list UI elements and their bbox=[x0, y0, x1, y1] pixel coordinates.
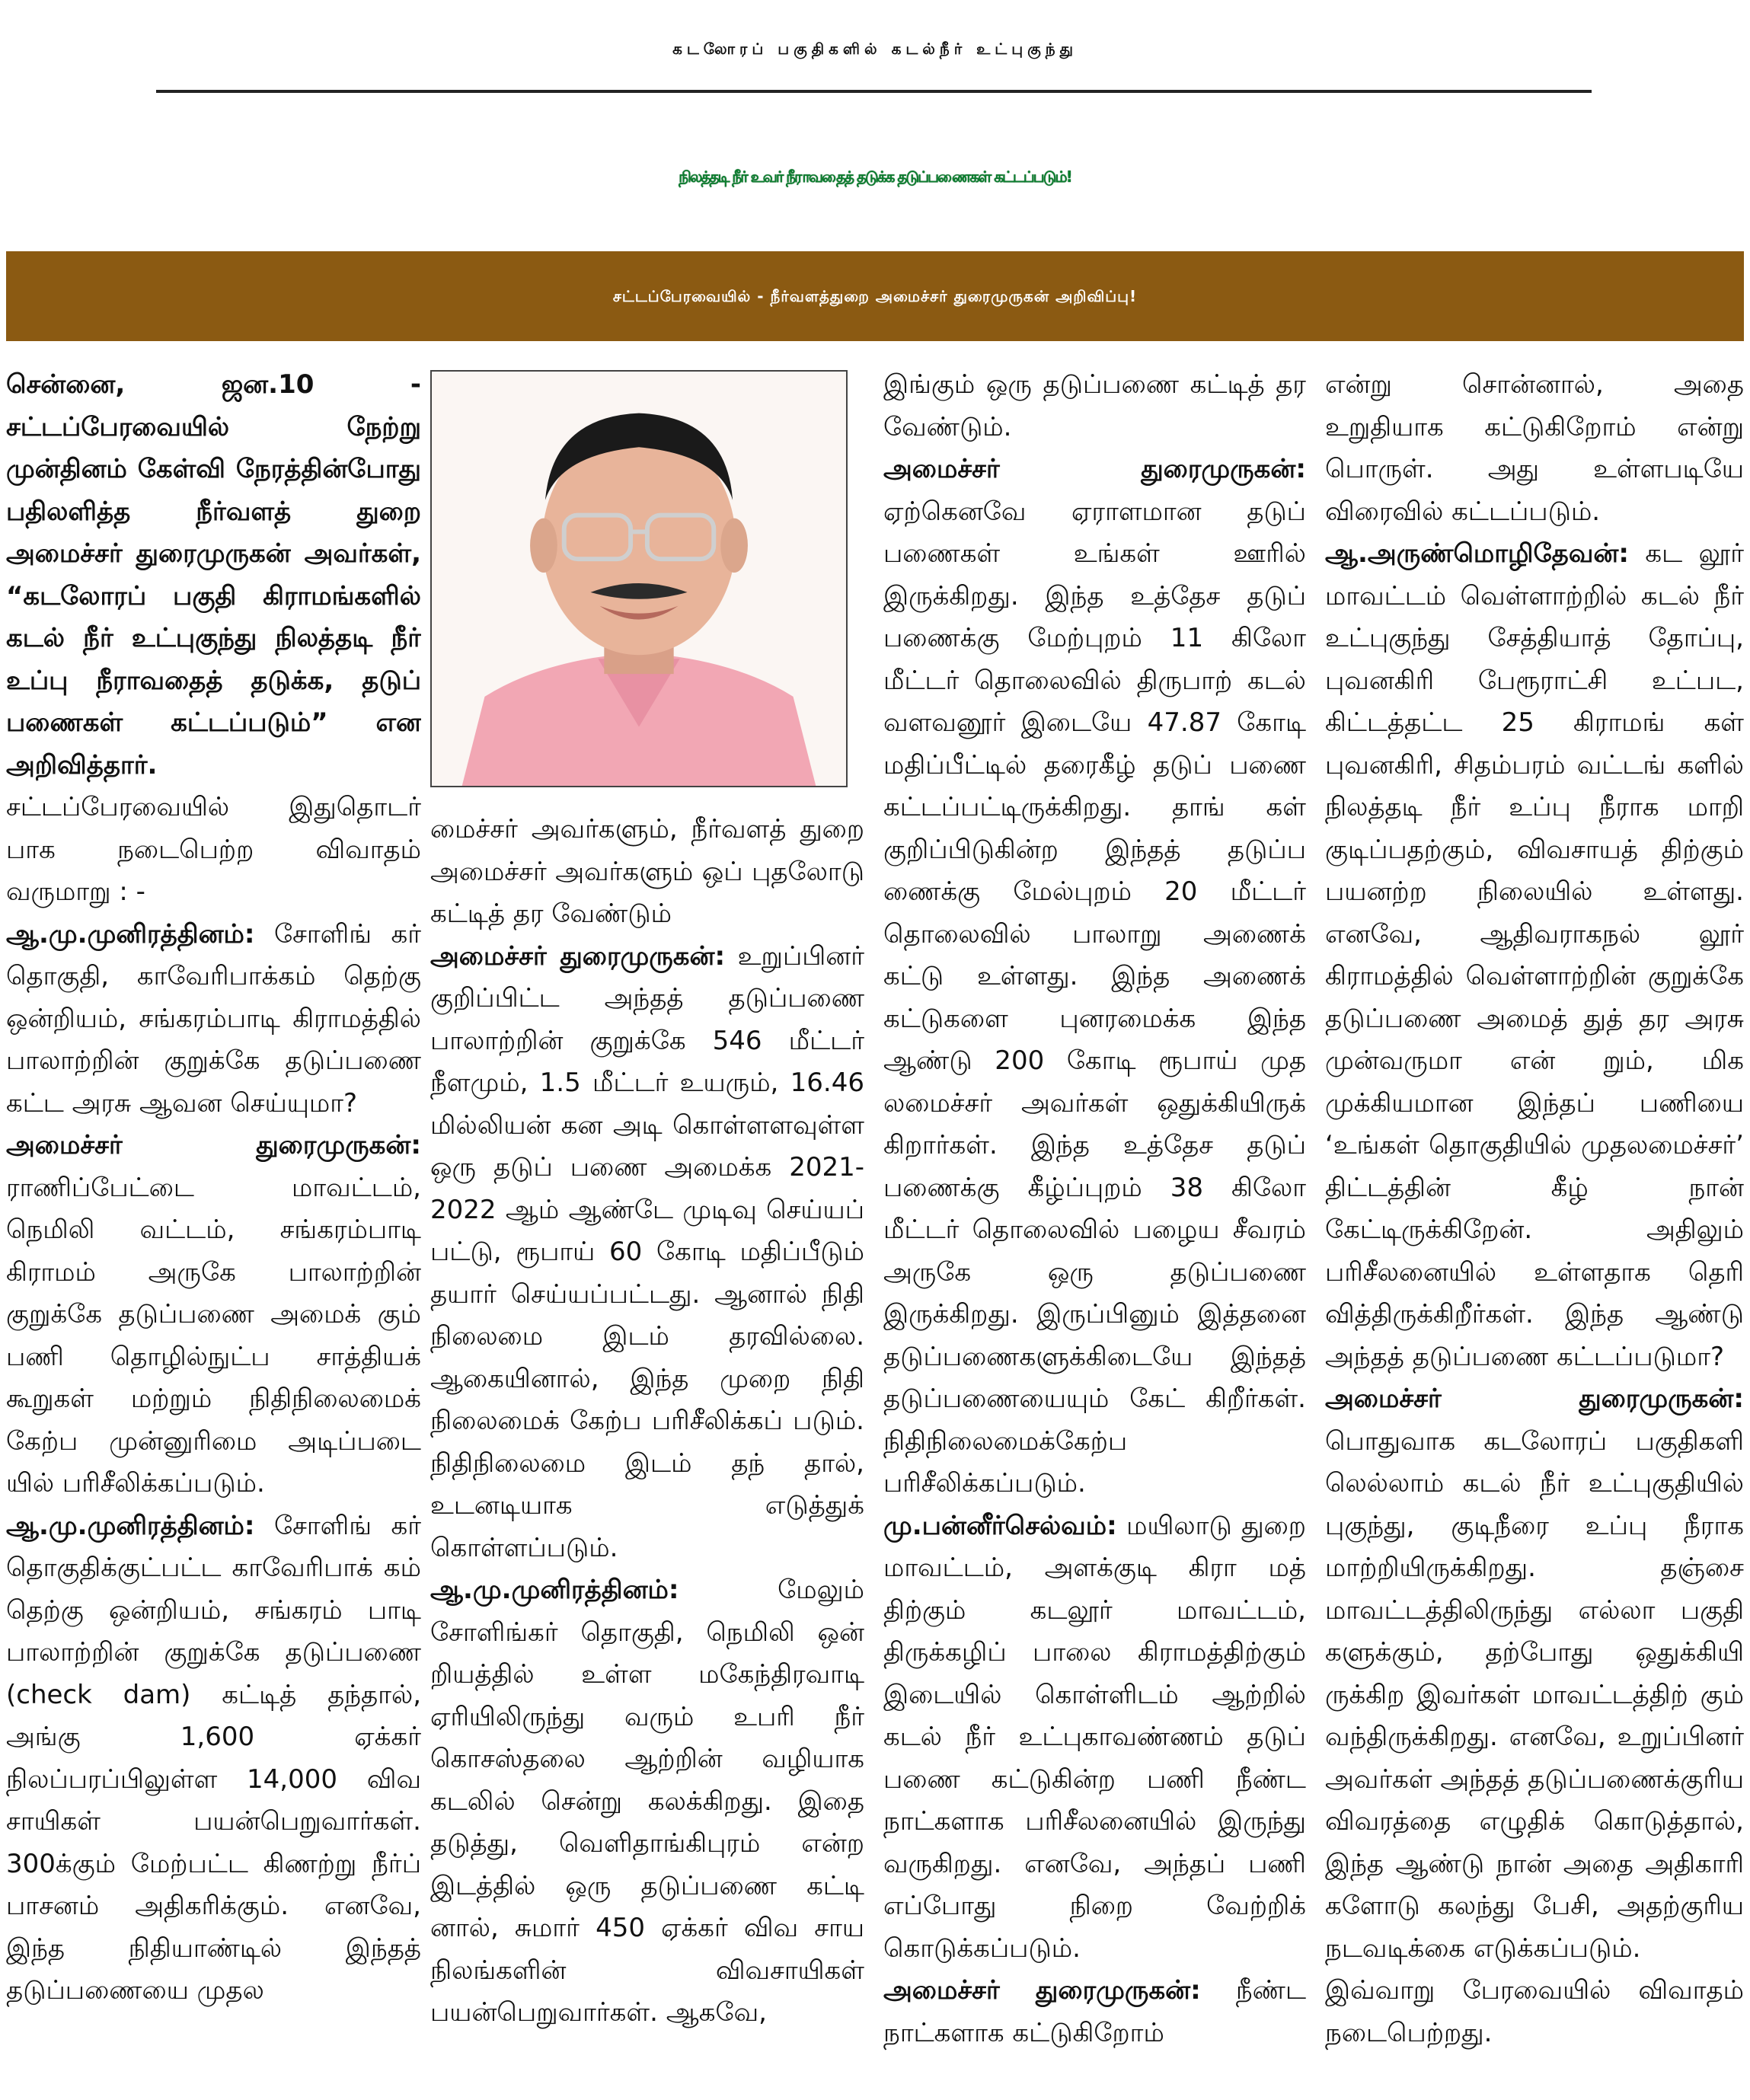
paragraph-text: சோளிங் கர் தொகுதி, காவேரிபாக்கம் தெற்கு ஒன்றியம், சங்கரம்பாடி கிராமத்தில் பாலாற்றின் குறுக்கே தடுப்பணை கட்ட அரசு ஆவன செய்யுமா? bbox=[6, 918, 421, 1119]
sub-headline: சட்டப்பேரவையில் - நீர்வளத்துறை அமைச்சர் துரைமுருகன் அறிவிப்பு! bbox=[612, 287, 1138, 305]
paragraph-text: சோளிங் கர் தொகுதிக்குட்பட்ட காவேரிபாக் கம் தெற்கு ஒன்றியம், சங்கரம் பாடி பாலாற்றின் குறுக்கே தடுப்பணை (check dam) கட்டித் தந்தால், அங்கு 1,600 ஏக்கர் நிலப்பரப்பிலுள்ள 14,000 விவ சாயிகள் பயன்பெறுவார்கள். 300க்கும் மேற்பட்ட கிணற்று நீர்ப் பாசனம் அதிகரிக்கும். எனவே, இந்த நிதியாண்டில் இந்தத் தடுப்பணையை முதல bbox=[6, 1510, 421, 2006]
dateline: சென்னை, ஜன.10 - bbox=[6, 369, 421, 400]
paragraph-3 bbox=[6, 1505, 421, 2012]
paragraph-8 bbox=[883, 1970, 1306, 2054]
paragraph-text: ஏற்கெனவே ஏராளமான தடுப் பணைகள் உங்கள் ஊரில் இருக்கிறது. இந்த உத்தேச தடுப் பணைக்கு மேற்புறம் 11 கிலோ மீட்டர் தொலைவில் திருபாற் கடல் வளவனூர் இடையே 47.87 கோடி மதிப்பீட்டில் தரைகீழ் தடுப் பணை கட்டப்பட்டிருக்கிறது. தாங் கள் குறிப்பிடுகின்ற இந்தத் தடுப்ப ணைக்கு மேல்புறம் 20 மீட்டர் தொலைவில் பாலாறு அணைக் கட்டு உள்ளது. இந்த அணைக் கட்டுகளை புனரமைக்க இந்த ஆண்டு 200 கோடி ரூபாய் முத லமைச்சர் அவர்கள் ஒதுக்கியிருக் கிறார்கள். இந்த உத்தேச தடுப் பணைக்கு கீழ்ப்புறம் 38 கிலோ மீட்டர் தொலைவில் பழைய சீவரம் அருகே ஒரு தடுப்பணை இருக்கிறது. இருப்பினும் இத்தனை தடுப்பணைகளுக்கிடையே இந்தத் தடுப்பணையையும் கேட் கிறீர்கள். நிதிநிலைமைக்கேற்ப பரிசீலிக்கப்படும். bbox=[883, 496, 1306, 1498]
main-headline: நிலத்தடி நீர் உவர் நீராவதைத் தடுக்க தடுப்பணைகள் கட்டப்படும்! bbox=[679, 168, 1071, 186]
lead-text: சட்டப்பேரவையில் நேற்று முன்தினம் கேள்வி நேரத்தின்போது பதிலளித்த நீர்வளத் துறை அமைச்சர் துரைமுருகன் அவர்கள், “கடலோரப் பகுதி கிராமங்களில் கடல் நீர் உட்புகுந்து நிலத்தடி நீர் உப்பு நீராவதைத் தடுக்க, தடுப் பணைகள் கட்டப்படும்” என அறிவித்தார். bbox=[6, 411, 421, 780]
kicker-headline: கடலோரப் பகுதிகளில் கடல்நீர் உட்புகுந்து bbox=[672, 40, 1078, 58]
article-column-2 bbox=[430, 364, 864, 2094]
paragraph-text: உறுப்பினர் குறிப்பிட்ட அந்தத் தடுப்பணை பாலாற்றின் குறுக்கே 546 மீட்டர் நீளமும், 1.5 மீட்டர் உயரும், 16.46 மில்லியன் கன அடி கொள்ளளவுள்ள ஒரு தடுப் பணை அமைக்க 2021-2022 ஆம் ஆண்டே முடிவு செய்யப் பட்டு, ரூபாய் 60 கோடி மதிப்பீடும் தயார் செய்யப்பட்டது. ஆனால் நிதி நிலைமை இடம் தரவில்லை. ஆகையினால், இந்த முறை நிதி நிலைமைக் கேற்ப பரிசீலிக்கப் படும். நிதிநிலைமை இடம் தந் தால், உடனடியாக எடுத்துக் கொள்ளப்படும். bbox=[430, 940, 864, 1563]
speaker-label: அமைச்சர் துரைமுருகன்: bbox=[430, 940, 726, 972]
paragraph-text: ராணிப்பேட்டை மாவட்டம், நெமிலி வட்டம், சங்கரம்பாடி கிராமம் அருகே பாலாற்றின் குறுக்கே தடுப்பணை அமைக் கும் பணி தொழில்நுட்ப சாத்தியக் கூறுகள் மற்றும் நிதிநிலைமைக் கேற்ப முன்னுரிமை அடிப்படை யில் பரிசீலிக்கப்படும். bbox=[6, 1172, 421, 1498]
paragraph-10 bbox=[1325, 1378, 1744, 1970]
paragraph-text: கட லூர் மாவட்டம் வெள்ளாற்றில் கடல் நீர் உட்புகுந்து சேத்தியாத் தோப்பு, புவனகிரி பேரூராட்சி உட்பட, கிட்டத்தட்ட 25 கிராமங் கள் புவனகிரி, சிதம்பரம் வட்டங் களில் நிலத்தடி நீர் உப்பு நீராக மாறி குடிப்பதற்கும், விவசாயத் திற்கும் பயனற்ற நிலையில் உள்ளது. எனவே, ஆதிவராகநல் லூர் கிராமத்தில் வெள்ளாற்றின் குறுக்கே தடுப்பணை அமைத் துத் தர அரசு முன்வருமா என் றும், மிக முக்கியமான இந்தப் பணியை ‘உங்கள் தொகுதியில் முதலமைச்சர்’ திட்டத்தின் கீழ் நான் கேட்டிருக்கிறேன். அதிலும் பரிசீலனையில் உள்ளதாக தெரி வித்திருக்கிறீர்கள். இந்த ஆண்டு அந்தத் தடுப்பணை கட்டப்படுமா? bbox=[1325, 538, 1744, 1372]
speaker-label: ஆ.மு.முனிரத்தினம்: bbox=[6, 1510, 255, 1541]
paragraph-text: பொதுவாக கடலோரப் பகுதிகளி லெல்லாம் கடல் நீர் உட்புகுதியில் புகுந்து, குடிநீரை உப்பு நீராக மாற்றியிருக்கிறது. தஞ்சை மாவட்டத்திலிருந்து எல்லா பகுதி களுக்கும், தற்போது ஒதுக்கியி ருக்கிற இவர்கள் மாவட்டத்திற் கும் வந்திருக்கிறது. எனவே, உறுப்பினர் அவர்கள் அந்தத் தடுப்பணைக்குரிய விவரத்தை எழுதிக் கொடுத்தால், இந்த ஆண்டு நான் அதை அதிகாரி களோடு கலந்து பேசி, அதற்குரிய நடவடிக்கை எடுக்கப்படும். bbox=[1325, 1425, 1744, 1964]
speaker-label: அமைச்சர் துரைமுருகன்: bbox=[6, 1130, 421, 1160]
paragraph-3-continued: மைச்சர் அவர்களும், நீர்வளத் துறை அமைச்சர் அவர்களும் ஒப் புதலோடு கட்டித் தர வேண்டும் bbox=[430, 814, 864, 929]
paragraph-6 bbox=[883, 448, 1306, 1505]
paragraph-9 bbox=[1325, 533, 1744, 1378]
closing-paragraph: இவ்வாறு பேரவையில் விவாதம் நடைபெற்றது. bbox=[1325, 1975, 1744, 2048]
paragraph-text: மயிலாடு துறை மாவட்டம், அளக்குடி கிரா மத் திற்கும் கடலூர் மாவட்டம், திருக்கழிப் பாலை கிராமத்திற்கும் இடையில் கொள்ளிடம் ஆற்றில் கடல் நீர் உட்புகாவண்ணம் தடுப் பணை கட்டுகின்ற பணி நீண்ட நாட்களாக பரிசீலனையில் இருந்து வருகிறது. எனவே, அந்தப் பணி எப்போது நிறை வேற்றிக் கொடுக்கப்படும். bbox=[883, 1510, 1306, 1964]
speaker-label: ஆ.மு.முனிரத்தினம்: bbox=[6, 918, 255, 949]
paragraph-2 bbox=[6, 1125, 421, 1505]
paragraph-5 bbox=[430, 1569, 864, 2035]
intro-paragraph: சட்டப்பேரவையில் இதுதொடர் பாக நடைபெற்ற விவாதம் வருமாறு : - bbox=[6, 792, 421, 907]
speaker-label: ஆ.மு.முனிரத்தினம்: bbox=[430, 1575, 679, 1605]
speaker-label: அமைச்சர் துரைமுருகன்: bbox=[883, 1975, 1201, 2006]
paragraph-8-continued: என்று சொன்னால், அதை உறுதியாக கட்டுகிறோம் என்று பொருள். அது உள்ளபடியே விரைவில் கட்டப்படும். bbox=[1325, 369, 1744, 527]
article-column-3 bbox=[883, 364, 1306, 2094]
speaker-label: அமைச்சர் துரைமுருகன்: bbox=[883, 454, 1306, 484]
article-column-4 bbox=[1325, 364, 1744, 2094]
lead-paragraph bbox=[6, 364, 421, 787]
portrait-illustration bbox=[432, 372, 846, 786]
paragraph-5-continued: இங்கும் ஒரு தடுப்பணை கட்டித் தர வேண்டும். bbox=[883, 369, 1306, 442]
paragraph-1 bbox=[6, 914, 421, 1125]
speaker-label: ஆ.அருண்மொழிதேவன்: bbox=[1325, 538, 1629, 569]
minister-photo bbox=[430, 370, 848, 787]
paragraph-text: நீண்ட நாட்களாக கட்டுகிறோம் bbox=[883, 1975, 1306, 2048]
paragraph-text: மேலும் சோளிங்கர் தொகுதி, நெமிலி ஒன் றியத்தில் உள்ள மகேந்திரவாடி ஏரியிலிருந்து வரும் உபரி நீர் கொசஸ்தலை ஆற்றின் வழியாக கடலில் சென்று கலக்கிறது. இதை தடுத்து, வெளிதாங்கிபுரம் என்ற இடத்தில் ஒரு தடுப்பணை கட்டி னால், சுமார் 450 ஏக்கர் விவ சாய நிலங்களின் விவசாயிகள் பயன்பெறுவார்கள். ஆகவே, bbox=[430, 1575, 864, 2028]
speaker-label: மு.பன்னீர்செல்வம்: bbox=[883, 1510, 1117, 1541]
paragraph-7 bbox=[883, 1505, 1306, 1971]
sub-headline-banner bbox=[6, 251, 1744, 341]
paragraph-4 bbox=[430, 936, 864, 1570]
kicker-underline bbox=[156, 90, 1592, 93]
speaker-label: அமைச்சர் துரைமுருகன்: bbox=[1325, 1384, 1744, 1414]
article-column-1 bbox=[6, 364, 421, 2094]
